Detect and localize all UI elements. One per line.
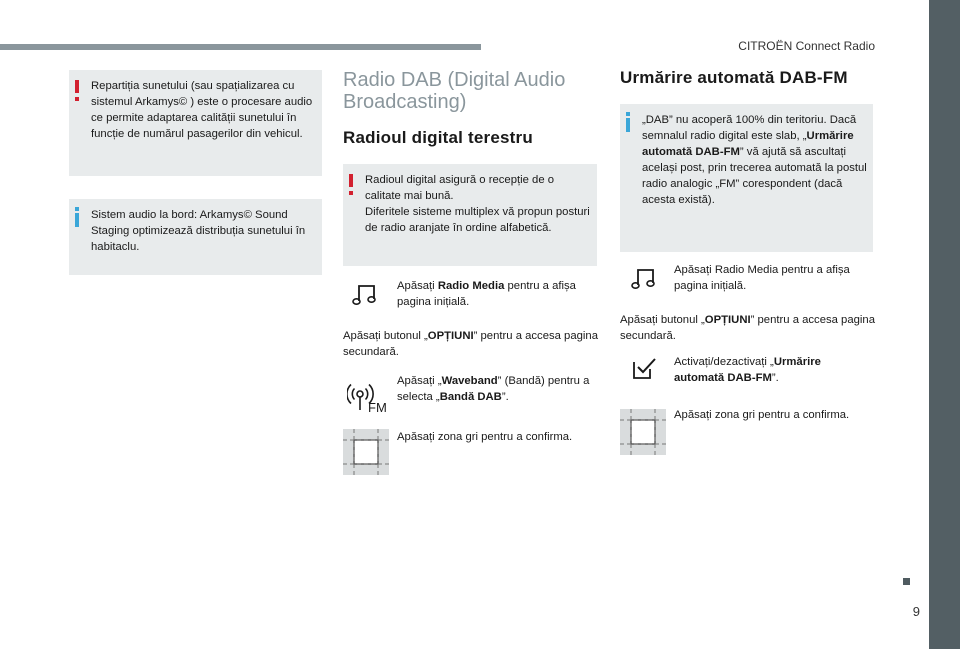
warning-icon: [75, 80, 79, 93]
fm-label: FM: [368, 400, 387, 414]
note-text: „DAB” nu acoperă 100% din teritoriu. Dacă semnalul radio digital este slab, „Urmărire automată DAB-FM” vă ajută să ascultați același post, prin trecerea automată la postul radio analogic „FM” corespondent (dacă acesta există).: [642, 114, 867, 206]
fm-radio-icon: [347, 380, 389, 414]
note-line: Diferitele sisteme multiplex vă propun posturi de radio aranjate în ordine alfabetică.: [365, 206, 590, 234]
warning-icon: [349, 174, 353, 187]
gray-zone-icon: [343, 429, 389, 475]
info-note-arkamys: [69, 199, 322, 275]
step-options: Apăsați butonul „OPȚIUNI” pentru a accesa pagina secundară.: [620, 314, 875, 342]
music-note-icon: [631, 266, 657, 290]
warning-note-sound: [69, 70, 322, 176]
top-rule: [0, 44, 481, 50]
section-title-dab: Radio DAB (Digital Audio Broadcasting): [343, 69, 566, 113]
step-options: Apăsați butonul „OPȚIUNI” pentru a accesa pagina secundară.: [343, 330, 598, 358]
section-subtitle: Radioul digital terestru: [343, 128, 533, 147]
music-note-icon: [352, 282, 378, 306]
step-waveband: Apăsați „Waveband” (Bandă) pentru a selecta „Bandă DAB”.: [397, 375, 590, 403]
section-title-dab-fm: Urmărire automată DAB-FM: [620, 68, 848, 87]
note-text: Repartiția sunetului (sau spațializarea cu sistemul Arkamys© ) este o procesare audio ce permite adaptarea calității sunetului în funcție de numărul pasagerilor din vehicul.: [91, 80, 313, 140]
step-radio-media: Apăsați Radio Media pentru a afișa pagina inițială.: [397, 280, 576, 308]
page-number: 9: [912, 604, 920, 619]
step-radio-media: Apăsați Radio Media pentru a afișa pagina inițială.: [674, 264, 850, 292]
info-icon: [626, 112, 630, 116]
step-confirm: Apăsați zona gri pentru a confirma.: [674, 409, 850, 421]
step-toggle-tracking: Activați/dezactivați „Urmărire automată DAB-FM”.: [674, 356, 821, 384]
info-icon: [75, 207, 79, 211]
warning-note-digital: [343, 164, 597, 266]
page-sidebar: [929, 0, 960, 649]
brand-header: CITROËN Connect Radio: [738, 39, 875, 53]
gray-zone-icon: [620, 409, 666, 455]
note-text: Sistem audio la bord: Arkamys© Sound Staging optimizează distribuția sunetului în habitaclu.: [91, 209, 306, 253]
note-line: Radioul digital asigură o recepție de o calitate mai bună.: [365, 174, 555, 202]
checkbox-checked-icon: [633, 357, 657, 379]
info-note-dab-coverage: [620, 104, 873, 252]
continue-marker: [903, 578, 910, 585]
step-confirm: Apăsați zona gri pentru a confirma.: [397, 431, 573, 443]
